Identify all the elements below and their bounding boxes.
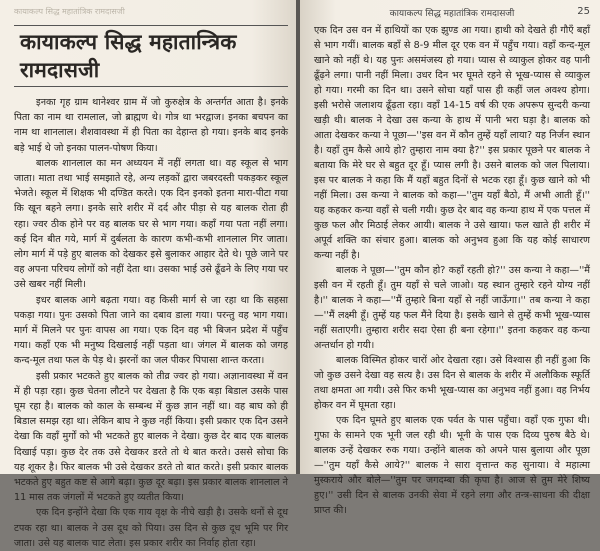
right-paragraph: बालक विस्मित होकर चारों ओर देखता रहा। उसे विश्वास ही नहीं हुआ कि जो कुछ उसने देखा वह सत्य है। उस दिन से बालक के शरीर में अलौकिक स्फूर्ति तथा क्षमता आ गयी। उसे फिर कभी भूख-प्यास का अनुभव नहीं हुआ। वह निर्भय होकर वन में घूमता रहा।: [314, 355, 590, 411]
right-page: [300, 0, 600, 516]
bleed-through-header: कायाकल्प सिद्ध महातांत्रिक रामदासजी: [14, 7, 125, 16]
right-paragraph: एक दिन घूमते हुए बालक एक पर्वत के पास पहुँचा। वहाँ एक गुफा थी। गुफा के सामने एक भूनी जल रही थी। भूनी के पास एक दिव्य पुरुष बैठे थे। बालक उन्हें देखकर रुक गया। उन्होंने बालक को अपने पास बुलाया और पूछा—''तुम यहाँ कैसे आये?'' बालक ने सारा वृत्तान्त कह सुनाया। वे महात्मा मुस्कराये और बोले—''तुम पर जगदम्बा की कृपा है। आज से तुम मेरे शिष्य हुए।'' उसी दिन से बालक उनकी सेवा में रहने लगा और तन्त्र-साधना की दीक्षा प्राप्त की।: [314, 415, 590, 516]
left-paragraph: एक दिन इन्होंने देखा कि एक गाय वृक्ष के नीचे खड़ी है। उसके थनों से दूध टपक रहा था। बालक ने उस दूध को पिया। उस दिन से कुछ दूध भूमि पर गिर जाता। उसे यह बालक चाट लेता। इस प्रकार शरीर का निर्वाह होता रहा।: [14, 507, 288, 549]
left-paragraph: इधर बालक आगे बढ़ता गया। वह किसी मार्ग से जा रहा था कि सहसा पकड़ा गया। पुनः उसको पिता जाने का दबाव डाला गया। परन्तु वह भाग गया। मार्ग में मिलने पर पुनः वापस आ गया। एक दिन वह भी बिजन प्रदेश में पहुँच गया। कहाँ एक भी मनुष्य दिखलाई नहीं पड़ता था। जंगल में बालक को जगह कन्द-मूल तथा फल के पेड़ थे। झरनों का जल पीकर पिपासा शान्त करता।: [14, 294, 288, 367]
running-header: [314, 6, 590, 19]
chapter-title: कायाकल्प सिद्ध महातान्त्रिक रामदासजी: [14, 25, 288, 87]
right-paragraph: एक दिन उस वन में हाथियों का एक झुण्ड आ गया। हाथी को देखते ही गौएँ बहाँ से भाग गयीं। बालक बहाँ से 8-9 मील दूर एक वन में पहुँच गया। वहाँ कन्द-मूल खाने को नहीं थे। यह पुनः असमंजस्य हो गया। प्यास से व्याकुल होकर वह पानी ढूँढ़ने लगा। पानी नहीं मिला। उधर दिन भर घूमते रहने से भूख-प्यास से व्याकुल हो गया। गरमी का दिन था। उसने सोचा यहाँ पास ही कहीं जल अवश्य होगा। इसी भरोसे जलाशय ढूँढ़ता रहा। वहाँ 14-15 वर्ष की एक अपरूप सुन्दरी कन्या खड़ी थी। बालक ने देखा उस कन्या के हाथ में पानी भरा घड़ा है। बालक को आता देखकर कन्या ने पूछा—''इस वन में कौन तुम्हें यहाँ लाया? यह निर्जन स्थान है। यहाँ तुम कैसे आये हो? तुम्हारा नाम क्या है?'' इस प्रकार पूछने पर बालक ने बताया कि मेरे घर से बहुत दूर हूँ। प्यास लगी है। उसने बालक को जल पिलाया। इस पर बालक ने कहा कि मैं यहाँ बहुत दिनों से भटक रहा हूँ। कुछ खाने को भी नहीं मिला। उस कन्या ने बालक को कहा—''तुम यहाँ बैठो, मैं अभी आती हूँ।'' यह कहकर कन्या वहाँ से चली गयी। कुछ देर बाद वह कन्या हाथ में एक पत्तल में कुछ फल और मिठाई लेकर आयी। बालक ने उसे खाया। फल खाते ही शरीर में अपूर्व शक्ति का संचार हुआ। बालक को अनुभव हुआ कि यह कोई साधारण कन्या नहीं है।: [314, 25, 590, 261]
left-paragraph: इनका गृह ग्राम थानेश्वर ग्राम में जो कुरुक्षेत्र के अन्तर्गत आता है। इनके पिता का नाम था रामलाल, जो ब्राह्मण थे। गोत्र था भरद्वाज। इनका बचपन का नाम था शानलाल। शैशवावस्था में ही पिता का देहान्त हो गया। इनके बाद इनके बड़े भाई थे जो इनका पालन-पोषण किया।: [14, 97, 288, 154]
right-paragraph: बालक ने पूछा—''तुम कौन हो? कहाँ रहती हो?'' उस कन्या ने कहा—''मैं इसी वन में रहती हूँ। तुम यहाँ से चले जाओ। यह स्थान तुम्हारे रहने योग्य नहीं है।'' बालक ने कहा—''मैं तुम्हारे बिना यहाँ से नहीं जाऊँगा।'' तब कन्या ने कहा—''मैं लक्ष्मी हूँ। तुम्हें यह फल मैंने दिया है। इसके खाने से तुम्हें कभी भूख-प्यास नहीं सताएगी। तुम्हारा शरीर सदा ऐसा ही बना रहेगा।'' इतना कहकर वह कन्या अन्तर्धान हो गयी।: [314, 265, 590, 351]
page-number: 25: [577, 6, 590, 17]
left-paragraph: इसी प्रकार भटकते हुए बालक को तीव्र ज्वर हो गया। अज्ञानावस्था में वन में ही पड़ा रहा। कुछ चेतना लौटने पर देखता है कि एक बड़ा बिडाल उसके पास घूम रहा है। बालक को काल के सम्बन्ध में कुछ ज्ञान नहीं था। वह बाघ को ही बिडाल समझ रहा था। लेकिन बाघ ने कुछ नहीं किया। इसी प्रकार एक दिन उसने देखा कि वहाँ मुर्गों को भी भटकते हुए बालक ने देखा। कुछ देर बाद एक बालक दिखाई पड़ा। कुछ देर तक उसे देखकर डरते तो थे बात करते। उससे सोचा कि यह शूकर है। फिर बालक भी उसे देखकर डरते तो बात करते। इसी प्रकार बालक भटकते हुए बहुत कष्ट से आगे बढ़ा। कुछ दूर बढ़ा। इस प्रकार बालक शानलाल ने 11 मास तक जंगलों में भटकते हुए व्यतीत किया।: [14, 370, 288, 504]
left-paragraph: बालक शानलाल का मन अध्ययन में नहीं लगता था। वह स्कूल से भाग जाता। माता तथा भाई समझाते रहे, अन्य लड़कों द्वारा जबरदस्ती पकड़कर स्कूल भेजते। स्कूल में शिक्षक भी दण्डित करते। एक दिन इनको इतना मारा-पीटा गया कि खून बहने लगा। इनके सारे शरीर में दर्द और पीड़ा से यह बालक रोता ही रहा। ज्वर ठीक होने पर वह बालक घर से भाग गया। कहाँ गया पता नहीं लगा। कई दिन बीत गये, मार्ग में दुर्बलता के कारण कभी-कभी शानलाल गिर जाता। लोग मार्ग में पड़े हुए बालक को देखकर इसे बुलाकर आहार देते थे। पूछे जाने पर वह अपना परिचय लोगों को नहीं देता था। उसका भाई उसे ढूँढने के लिए गया पर उसे खबर नहीं मिली।: [14, 157, 288, 291]
left-page: [0, 0, 296, 549]
running-head-title: कायाकल्प सिद्ध महातांत्रिक रामदासजी: [389, 9, 515, 19]
